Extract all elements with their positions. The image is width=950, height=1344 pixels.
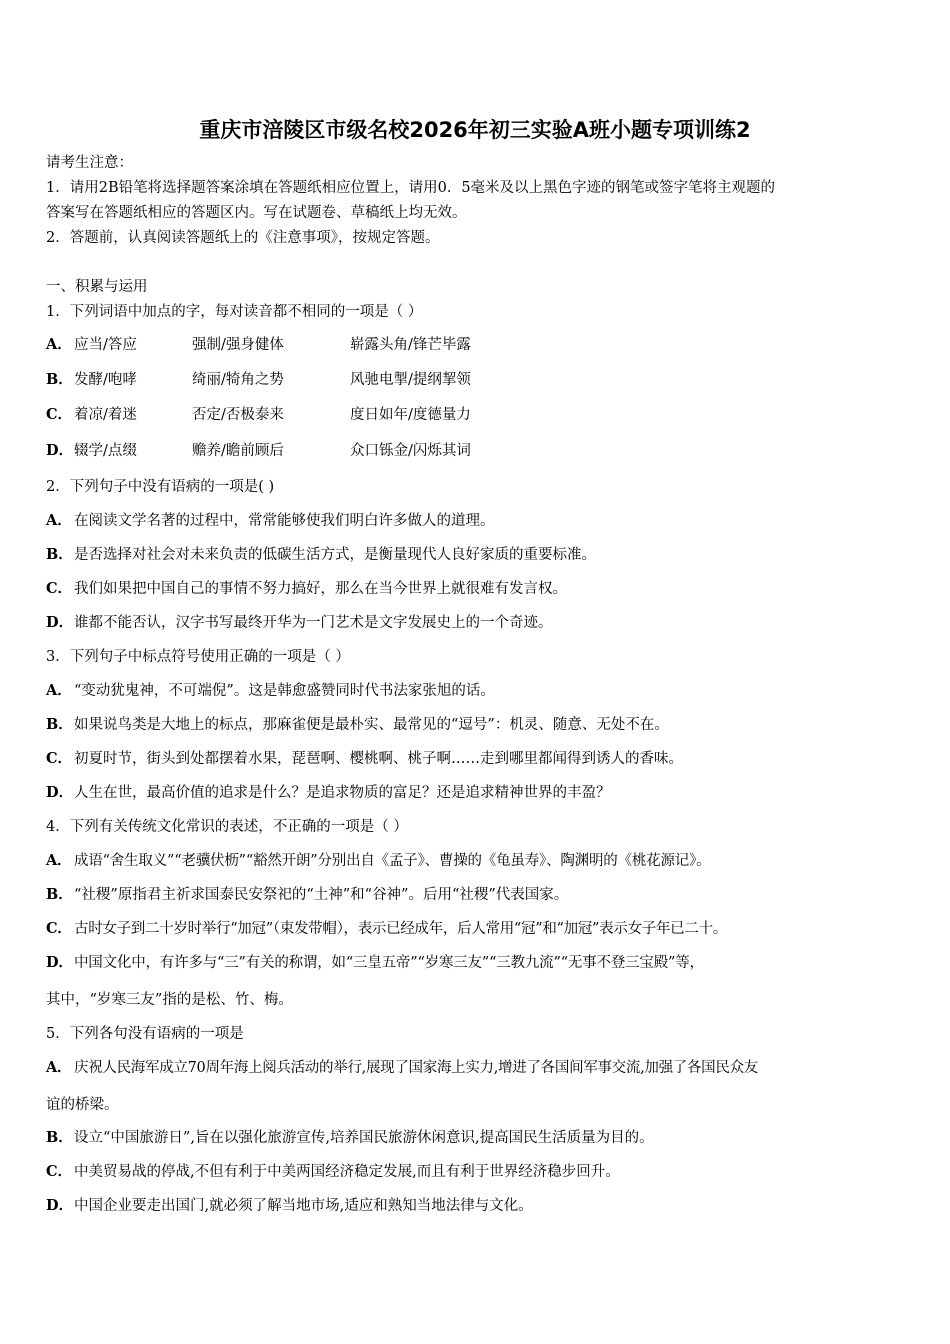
option-word-3: 众口铄金/闪烁其词 [350,443,471,459]
question-4-option-d-cont: 其中，“岁寒三友”指的是松、竹、梅。 [46,992,293,1008]
option-letter: D． [46,614,74,631]
section-heading: 一、积累与运用 [46,279,148,295]
question-2-option-c [46,580,567,598]
question-5-option-a-cont: 谊的桥梁。 [46,1097,119,1113]
option-word-2: 赡养/瞻前顾后 [192,443,284,459]
option-text: 庆祝人民海军成立70周年海上阅兵活动的举行,展现了国家海上实力,增进了各国间军事交流,加强了各国民众友 [74,1060,758,1076]
notice-heading: 请考生注意： [46,155,133,171]
option-letter: D． [46,784,74,801]
option-word-3: 崭露头角/锋芒毕露 [350,337,471,353]
question-5-option-b [46,1129,654,1147]
question-2-option-b [46,546,596,564]
option-text: 谁都不能否认，汉字书写最终开华为一门艺术是文字发展史上的一个奇迹。 [74,615,553,631]
option-word-1: 着凉/着迷 [74,407,137,423]
option-letter: A． [46,852,72,869]
question-4-option-c [46,920,727,938]
option-text: 中美贸易战的停战,不但有利于中美两国经济稳定发展,而且有利于世界经济稳步回升。 [74,1164,620,1180]
option-letter: B． [46,886,73,903]
question-5-option-c [46,1163,620,1181]
option-letter: A． [46,336,72,353]
question-3-option-a [46,682,495,700]
option-word-2: 绮丽/犄角之势 [192,372,284,388]
notice-item-2: 2．答题前，认真阅读答题纸上的《注意事项》，按规定答题。 [46,230,440,246]
option-text: 我们如果把中国自己的事情不努力搞好，那么在当今世界上就很难有发言权。 [74,581,567,597]
question-2-option-a [46,512,495,530]
option-word-1: 发酵/咆哮 [74,372,137,388]
option-letter: A． [46,512,72,529]
option-text: 人生在世，最高价值的追求是什么？是追求物质的富足？还是追求精神世界的丰盈？ [74,785,611,801]
option-text: 初夏时节，街头到处都摆着水果，琵琶啊、樱桃啊、桃子啊……走到哪里都闻得到诱人的香味。 [74,751,683,767]
option-letter: A． [46,1059,72,1076]
option-letter: C． [46,1163,73,1180]
option-word-3: 度日如年/度德量力 [350,407,471,423]
option-text: “社稷”原指君主祈求国泰民安祭祀的“土神”和“谷神”。后用“社稷”代表国家。 [74,887,569,903]
option-letter: C． [46,920,72,937]
option-text: 中国文化中，有许多与“三”有关的称谓，如“三皇五帝”“岁寒三友”“三教九流”“无事不登三宝殿”等， [74,955,704,971]
option-letter: D． [46,1197,74,1214]
option-letter: B． [46,546,73,563]
option-text: 中国企业要走出国门,就必须了解当地市场,适应和熟知当地法律与文化。 [74,1198,533,1214]
question-3-option-d [46,784,611,802]
option-word-2: 强制/强身健体 [192,337,284,353]
question-3-option-b [46,716,669,734]
question-4-option-d [46,954,704,972]
question-2-option-d [46,614,553,632]
question-4-option-a [46,852,710,870]
option-letter: D． [46,442,74,459]
question-3-option-c [46,750,683,768]
option-letter: D． [46,954,73,971]
option-letter: C． [46,580,73,597]
question-4-stem: 4．下列有关传统文化常识的表述，不正确的一项是（ ） [46,819,408,835]
question-5-stem: 5．下列各句没有语病的一项是 [46,1026,244,1042]
option-text: 是否选择对社会对未来负责的低碳生活方式，是衡量现代人良好家质的重要标准。 [74,547,596,563]
option-letter: B． [46,1129,73,1146]
option-text: 在阅读文学名著的过程中，常常能够使我们明白许多做人的道理。 [74,513,495,529]
option-text: 如果说鸟类是大地上的标点，那麻雀便是最朴实、最常见的“逗号”：机灵、随意、无处不在。 [74,717,669,733]
question-1-stem: 1．下列词语中加点的字，每对读音都不相同的一项是（ ） [46,304,423,320]
option-letter: C． [46,406,73,423]
option-letter: A． [46,682,72,699]
option-letter: B． [46,716,73,733]
notice-item-1: 1．请用2B铅笔将选择题答案涂填在答题纸相应位置上，请用0．5毫米及以上黑色字迹的钢笔或签字笔将主观题的 [46,180,776,196]
option-letter: C． [46,750,73,767]
question-5-option-d [46,1197,533,1215]
option-text: 古时女子到二十岁时举行“加冠”（束发带帽），表示已经成年，后人常用“冠”和“加冠”表示女子年已二十。 [74,921,727,937]
question-4-option-b [46,886,568,904]
option-word-3: 风驰电掣/提纲挈领 [350,372,471,388]
question-5-option-a [46,1059,758,1077]
notice-item-1-cont: 答案写在答题纸相应的答题区内。写在试题卷、草稿纸上均无效。 [46,205,467,221]
question-3-stem: 3．下列句子中标点符号使用正确的一项是（ ） [46,649,350,665]
option-word-1: 应当/答应 [74,337,137,353]
option-word-2: 否定/否极泰来 [192,407,284,423]
option-word-1: 辍学/点缀 [74,443,137,459]
page-title: 重庆市涪陵区市级名校2026年初三实验A班小题专项训练2 [199,118,751,142]
question-2-stem: 2．下列句子中没有语病的一项是( ) [46,479,275,495]
option-text: “变动犹鬼神，不可端倪”。这是韩愈盛赞同时代书法家张旭的话。 [74,683,495,699]
option-letter: B． [46,371,73,388]
option-text: 设立“中国旅游日”,旨在以强化旅游宣传,培养国民旅游休闲意识,提高国民生活质量为目的。 [74,1130,654,1146]
option-text: 成语“舍生取义”“老骥伏枥”“豁然开朗”分别出自《孟子》、曹操的《龟虽寿》、陶渊明的《桃花源记》。 [74,853,711,869]
